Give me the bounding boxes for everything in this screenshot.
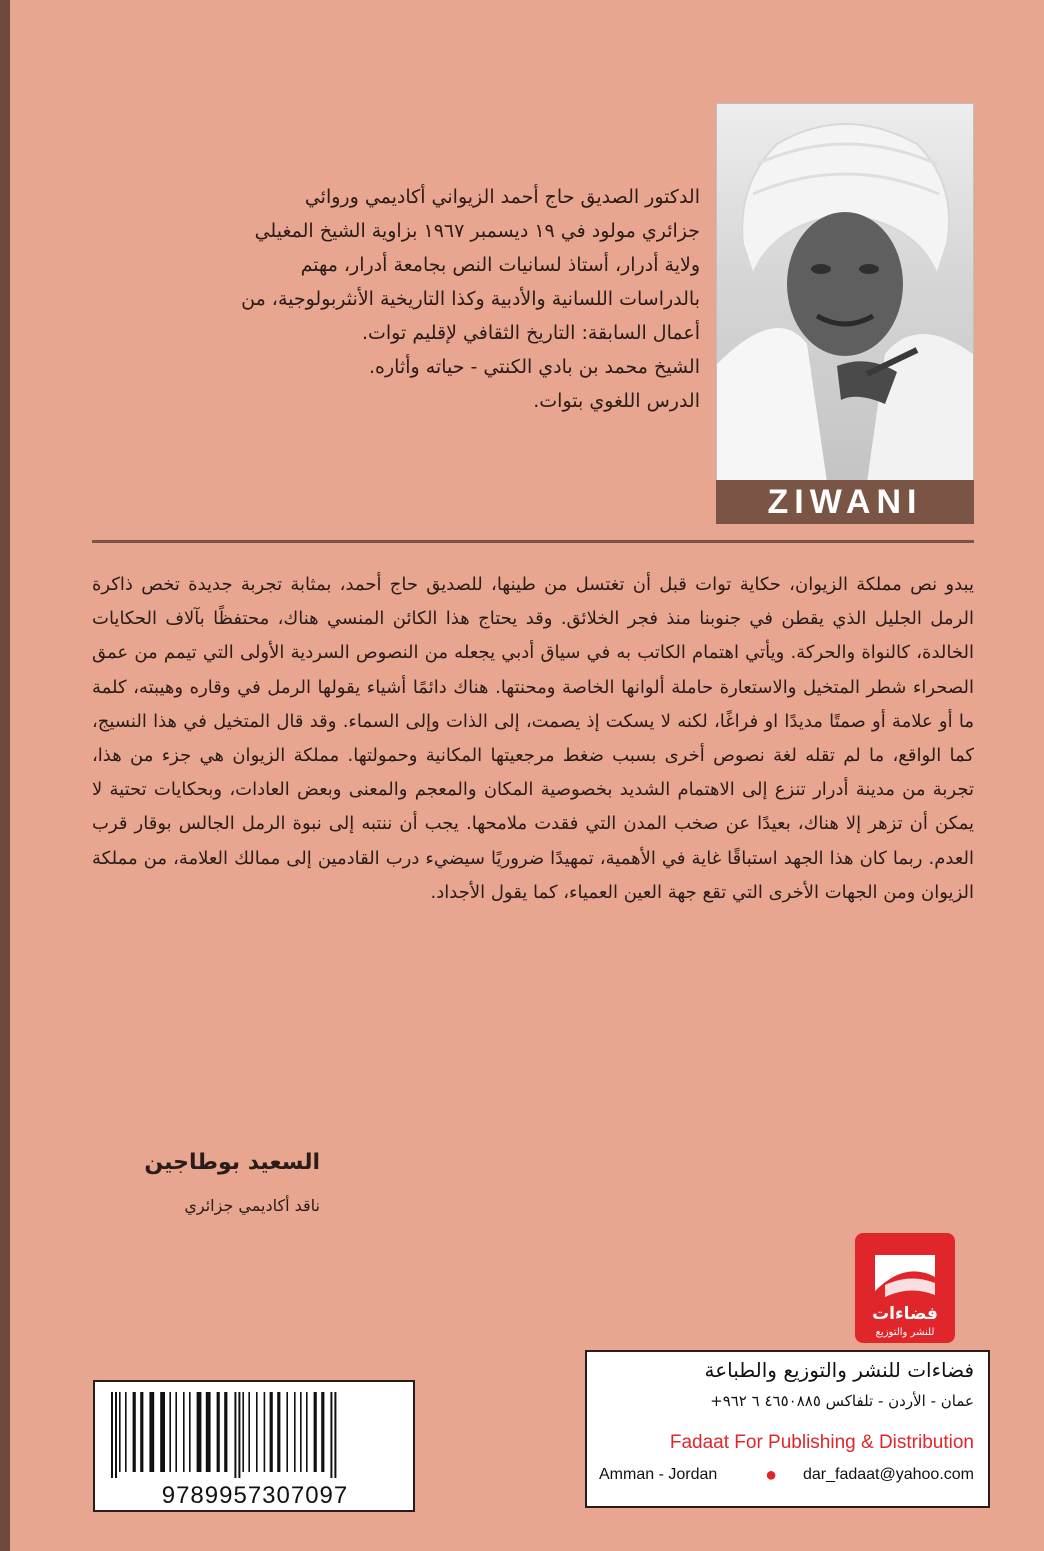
barcode-bar — [242, 1392, 244, 1472]
barcode-bar — [234, 1392, 236, 1478]
bio-line: الشيخ محمد بن بادي الكنتي - حياته وأثاره. — [368, 356, 700, 378]
book-blurb: يبدو نص مملكة الزيوان، حكاية توات قبل أن تغتسل من طينها، للصديق حاج أحمد، بمثابة تجربة جديدة تخص ذاكرة الرمل الجليل الذي يقطن في جنوبنا منذ فجر الخلائق. وقد يحتاج هذا الكائن المنسي هناك، محتفظًا بآلاف الحكايات الخالدة، كالنواة والحركة. ويأتي اهتمام الكاتب به في سياق أدبي يجعله من النصوص السردية الأولى التي تيمم من عمق الصحراء شطر المتخيل والاستعارة حاملة ألوانها الخاصة ومحنتها. هناك دائمًا أشياء يقولها الرمل في وقاره وهيبته، كلمة ما أو علامة أو صمتًا مديدًا او فراغًا، لكنه لا يسكت إذ يصمت، إلى الذات وإلى السماء. وقد قال المتخيل في هذا النسيج، كما الواقع، ما لم تقله لغة نصوص أخرى بسبب ضغط مرجعيتها المكانية وحمولتها. مملكة الزيوان هي جزء من هذا، تجربة من مدينة أدرار تنزع إلى الاهتمام الشديد بخصوصية المكان والمعجم والمعنى وبعض العادات، وبحكايات تحتية لا يمكن أن تزهر إلا هناك، بعيدًا عن صخب المدن التي فقدت ملامحها. يجب أن ننتبه إلى نبوة الرمل الجالس بوقار قرب العدم. ربما كان هذا الجهد استباقًا غاية في الأهمية، تمهيدًا ضروريًا سيضيء درب القادمين إلى ممالك العلامة، من مملكة الزيوان ومن الجهات الأخرى التي تقع جهة العين العمياء، كما يقول الأجداد. — [92, 574, 974, 903]
barcode-bar — [149, 1392, 154, 1472]
isbn-barcode — [93, 1380, 415, 1512]
barcode-bar — [140, 1392, 143, 1472]
publisher-logo — [855, 1233, 955, 1343]
isbn-digits: 9789957307097 — [161, 1482, 349, 1509]
critic-title: ناقد أكاديمي جزائري — [184, 1196, 320, 1215]
bio-line: ولاية أدرار، أستاذ لسانيات النص بجامعة أدرار، مهتم — [300, 254, 700, 276]
publisher-info-box — [585, 1350, 990, 1508]
barcode-bar — [321, 1392, 324, 1472]
barcode-bar — [224, 1392, 227, 1472]
barcode-bars — [109, 1392, 401, 1478]
barcode-bar — [206, 1392, 211, 1472]
barcode-bar — [306, 1392, 308, 1472]
author-bio — [200, 180, 700, 418]
barcode-bar — [248, 1392, 250, 1472]
barcode-bar — [160, 1392, 165, 1472]
bio-line: الدرس اللغوي بتوات. — [533, 390, 700, 412]
logo-subtitle: للنشر والتوزيع — [875, 1327, 935, 1338]
barcode-bar — [217, 1392, 220, 1472]
barcode-bar — [133, 1392, 136, 1472]
barcode-bar — [119, 1392, 121, 1472]
publisher-english-name: Fadaat For Publishing & Distribution — [669, 1432, 974, 1453]
barcode-bar — [169, 1392, 171, 1472]
barcode-bar — [300, 1392, 302, 1472]
barcode-bar — [270, 1392, 273, 1472]
barcode-bar — [111, 1392, 113, 1478]
publisher-arabic-name: فضاءات للنشر والتوزيع والطباعة — [704, 1358, 974, 1382]
section-divider — [92, 540, 974, 543]
bio-line: أعمال السابقة: التاريخ الثقافي لإقليم توات. — [361, 322, 700, 344]
logo-name: فضاءات — [872, 1304, 938, 1324]
barcode-bar — [115, 1392, 117, 1478]
bio-line: جزائري مولود في ١٩ ديسمبر ١٩٦٧ بزاوية الشيخ المغيلي — [254, 220, 700, 242]
barcode-bar — [189, 1392, 191, 1472]
barcode-bar — [238, 1392, 240, 1478]
publisher-city: Amman - Jordan — [599, 1466, 718, 1483]
bio-line: بالدراسات اللسانية والأدبية وكذا التاريخية الأنثربولوجية، من — [241, 288, 700, 310]
author-photo — [716, 103, 974, 483]
barcode-bar — [175, 1392, 177, 1472]
critic-name: السعيد بوطاجين — [144, 1150, 320, 1175]
barcode-bar — [197, 1392, 202, 1472]
bio-line: الدكتور الصديق حاج أحمد الزيواني أكاديمي وروائي — [304, 186, 700, 208]
author-portrait-image — [717, 104, 973, 482]
separator-dot-icon: ● — [765, 1464, 778, 1486]
barcode-bar — [330, 1392, 332, 1478]
barcode-bar — [183, 1392, 185, 1472]
barcode-bar — [125, 1392, 127, 1472]
publisher-arabic-address: عمان - الأردن - تلفاكس ٤٦٥٠٨٨٥ ٦ ٩٦٢+ — [710, 1392, 974, 1410]
barcode-bar — [256, 1392, 258, 1472]
book-spine-edge — [0, 0, 10, 1551]
barcode-bar — [294, 1392, 296, 1472]
barcode-bar — [264, 1392, 266, 1472]
barcode-bar — [334, 1392, 336, 1478]
author-name-bar: ZIWANI — [716, 480, 974, 524]
publisher-email: dar_fadaat@yahoo.com — [802, 1466, 974, 1483]
barcode-bar — [314, 1392, 317, 1472]
barcode-bar — [277, 1392, 280, 1472]
barcode-bar — [286, 1392, 288, 1472]
